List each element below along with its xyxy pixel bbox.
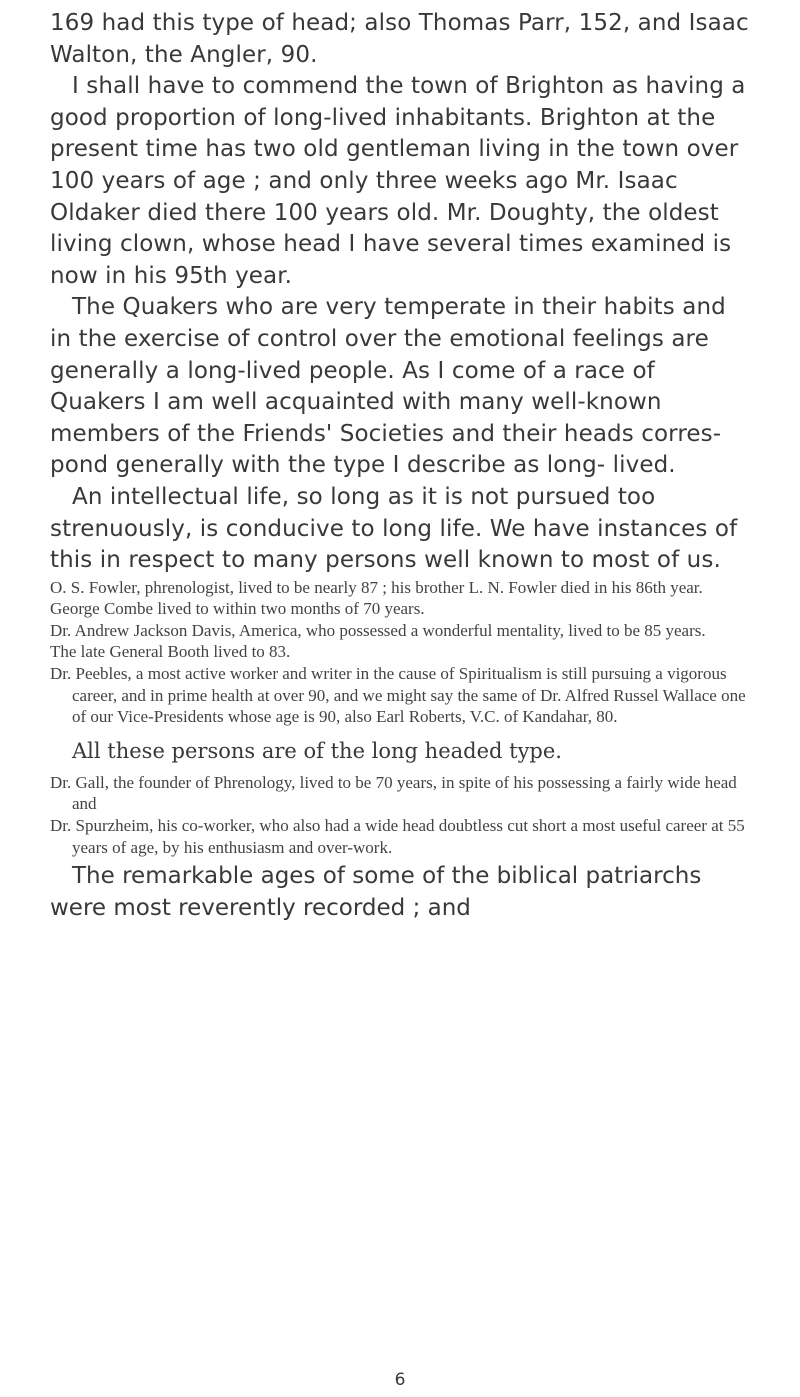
- example-gall: Dr. Gall, the founder of Phrenology, lived to be 70 years, in spite of his possessing a fairly wide head and: [50, 772, 737, 814]
- example-davis: Dr. Andrew Jackson Davis, America, who possessed a wonderful mentality, lived to be 85 years.: [50, 620, 706, 640]
- summary-line: All these persons are of the long headed type.: [72, 738, 562, 763]
- example-peebles: Dr. Peebles, a most active worker and writer in the cause of Spiritualism is still pursuing a vigorous career, and in prime health at over 90, and we might say the same of Dr. Alfred Russel Wallace one of our Vice-Presidents whose age is 90, also Earl Roberts, V.C. of Kandahar, 80.: [50, 664, 746, 727]
- examples-list-2: [50, 772, 750, 858]
- paragraph-brighton: I shall have to commend the town of Brighton as having a good proportion of long-lived inhabitants. Brighton at the present time has two old gentleman living in the town over 100 years of age ; and only three weeks ago Mr. Isaac Oldaker died there 100 years old. Mr. Doughty, the oldest living clown, whose head I have several times examined is now in his 95th year.: [50, 73, 746, 289]
- paragraph-intro: 169 had this type of head; also Thomas Parr, 152, and Isaac Walton, the Angler, 90.: [50, 10, 749, 68]
- paragraph-quakers: The Quakers who are very temperate in their habits and in the exercise of control over the emotional feelings are generally a long-lived people. As I come of a race of Quakers I am well acquainted with many well-known members of the Friends' Societies and their heads corres- pond generally with the type I describe as long- lived.: [50, 294, 726, 479]
- paragraph-closing: The remarkable ages of some of the biblical patriarchs were most reverently recorded ; and: [50, 863, 702, 922]
- paragraph-intellectual-life: An intellectual life, so long as it is not pursued too strenuously, is conducive to long life. We have instances of this in respect to many persons well known to most of us.: [50, 483, 738, 574]
- examples-list: [50, 577, 750, 728]
- page-number: 6: [394, 1370, 406, 1390]
- example-combe: George Combe lived to within two months of 70 years.: [50, 599, 425, 619]
- example-fowler: O. S. Fowler, phrenologist, lived to be nearly 87 ; his brother L. N. Fowler died in his 86th year.: [50, 577, 703, 597]
- example-booth: The late General Booth lived to 83.: [50, 642, 291, 662]
- example-spurzheim: Dr. Spurzheim, his co-worker, who also had a wide head doubtless cut short a most useful career at 55 years of age, by his enthusiasm and over-work.: [50, 816, 745, 857]
- book-page: [50, 8, 750, 924]
